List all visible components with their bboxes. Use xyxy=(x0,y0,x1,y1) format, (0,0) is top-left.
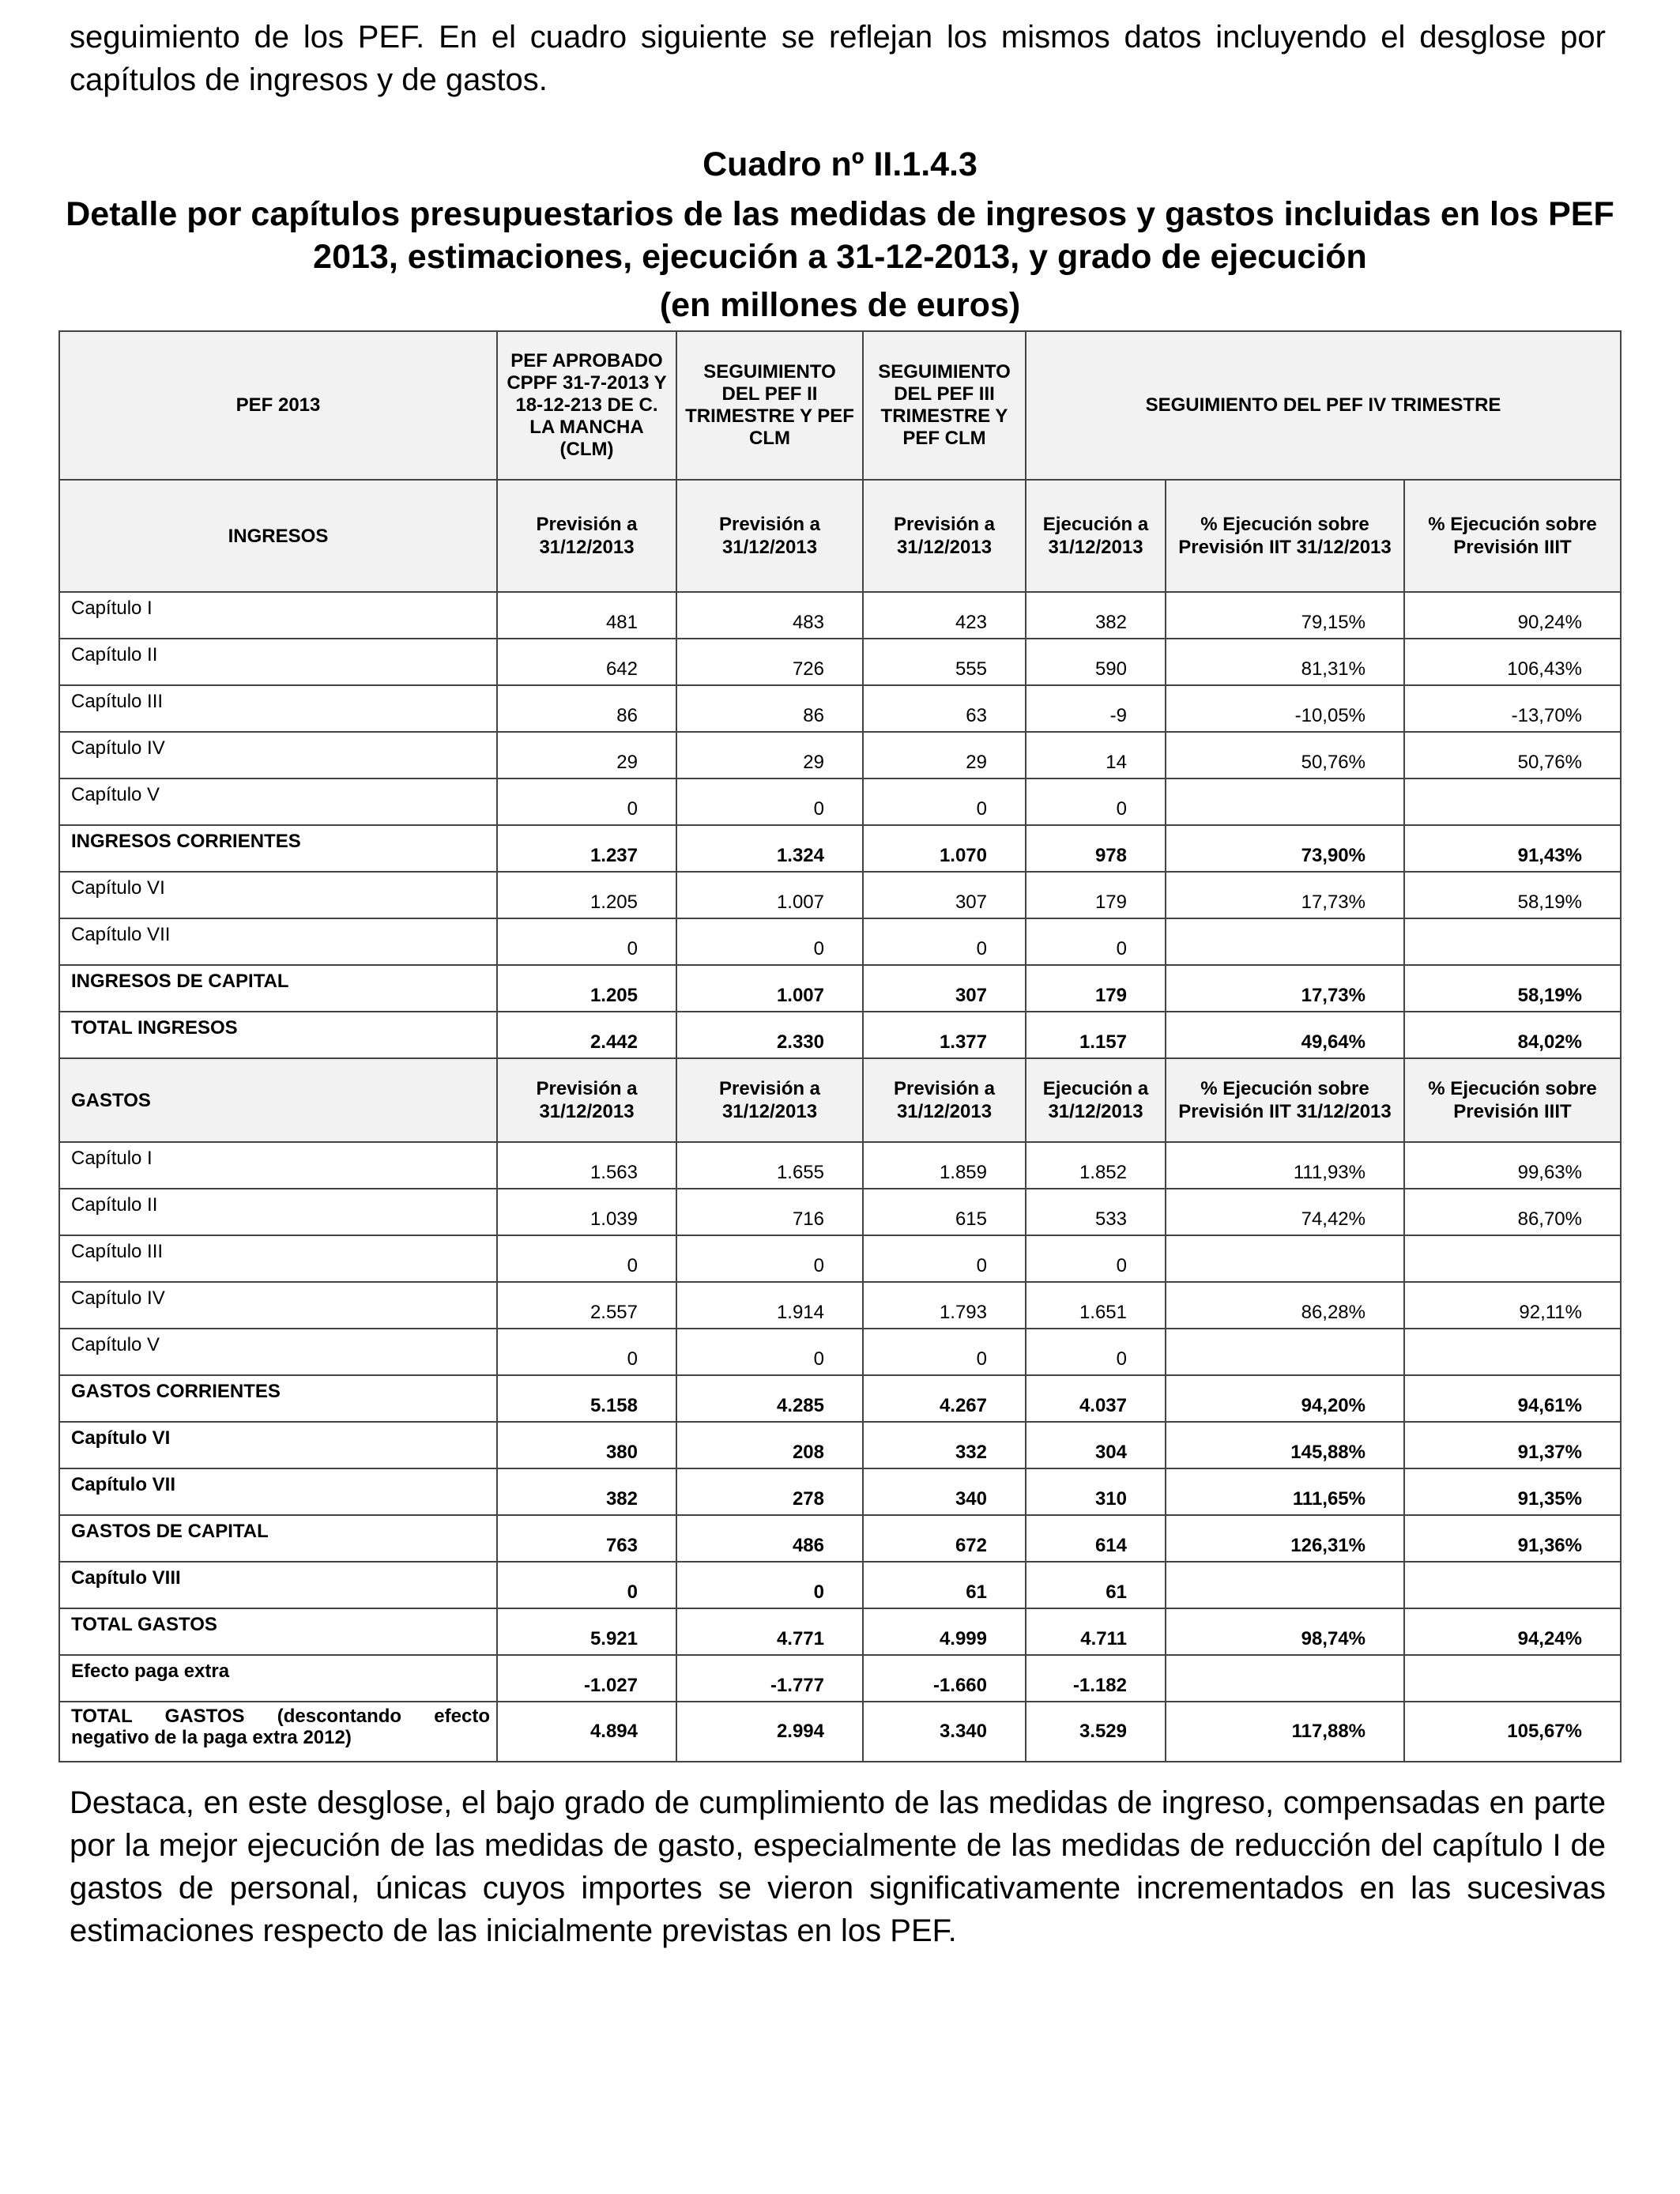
row-value: 105,67% xyxy=(1404,1702,1621,1762)
row-value: 1.324 xyxy=(676,825,863,872)
row-label: GASTOS CORRIENTES xyxy=(59,1375,497,1422)
row-value: 50,76% xyxy=(1166,732,1404,778)
row-value: 1.563 xyxy=(497,1142,676,1189)
row-value: 29 xyxy=(676,732,863,778)
row-value: 4.037 xyxy=(1026,1375,1166,1422)
row-value xyxy=(1404,1655,1621,1702)
row-value: 1.651 xyxy=(1026,1282,1166,1329)
row-value: 533 xyxy=(1026,1189,1166,1235)
row-value: 614 xyxy=(1026,1515,1166,1562)
table-row xyxy=(59,1515,1621,1562)
row-value: 179 xyxy=(1026,965,1166,1012)
row-value: 73,90% xyxy=(1166,825,1404,872)
row-label: Capítulo IV xyxy=(59,732,497,778)
row-value: 98,74% xyxy=(1166,1608,1404,1655)
row-value: 763 xyxy=(497,1515,676,1562)
gastos-header-row xyxy=(59,1058,1621,1142)
row-value: 0 xyxy=(676,1329,863,1375)
row-value: 5.158 xyxy=(497,1375,676,1422)
row-value: 4.771 xyxy=(676,1608,863,1655)
table-row xyxy=(59,1012,1621,1058)
row-value: 63 xyxy=(863,685,1026,732)
table-row xyxy=(59,1468,1621,1515)
row-value: -13,70% xyxy=(1404,685,1621,732)
row-value: 3.340 xyxy=(863,1702,1026,1762)
row-label: Capítulo VII xyxy=(59,1468,497,1515)
table-number: Cuadro nº II.1.4.3 xyxy=(703,145,977,183)
gastos-prev1: Previsión a 31/12/2013 xyxy=(497,1058,676,1142)
table-row xyxy=(59,1562,1621,1608)
row-value: 978 xyxy=(1026,825,1166,872)
row-value: 2.994 xyxy=(676,1702,863,1762)
row-label: Capítulo III xyxy=(59,685,497,732)
row-value: 111,65% xyxy=(1166,1468,1404,1515)
budget-detail-table xyxy=(58,330,1622,1762)
row-value: 91,37% xyxy=(1404,1422,1621,1468)
row-value: 91,43% xyxy=(1404,825,1621,872)
row-value: 91,35% xyxy=(1404,1468,1621,1515)
row-label: Capítulo III xyxy=(59,1235,497,1282)
table-row xyxy=(59,685,1621,732)
row-value: 304 xyxy=(1026,1422,1166,1468)
row-value: 106,43% xyxy=(1404,639,1621,685)
row-value: 0 xyxy=(497,1235,676,1282)
row-value: 94,61% xyxy=(1404,1375,1621,1422)
table-row xyxy=(59,778,1621,825)
ingresos-prev3: Previsión a 31/12/2013 xyxy=(863,480,1026,592)
row-value: 126,31% xyxy=(1166,1515,1404,1562)
row-value: 307 xyxy=(863,872,1026,918)
row-value: 672 xyxy=(863,1515,1026,1562)
row-label: Capítulo IV xyxy=(59,1282,497,1329)
row-value: 49,64% xyxy=(1166,1012,1404,1058)
ingresos-prev2: Previsión a 31/12/2013 xyxy=(676,480,863,592)
row-value: 481 xyxy=(497,592,676,639)
table-row xyxy=(59,1702,1621,1762)
row-value: 14 xyxy=(1026,732,1166,778)
row-value: 4.285 xyxy=(676,1375,863,1422)
row-value: 1.377 xyxy=(863,1012,1026,1058)
row-value: 307 xyxy=(863,965,1026,1012)
header-seguimiento-ii: SEGUIMIENTO DEL PEF II TRIMESTRE Y PEF CLM xyxy=(676,331,863,480)
row-value xyxy=(1166,1562,1404,1608)
row-value: 4.894 xyxy=(497,1702,676,1762)
table-row xyxy=(59,918,1621,965)
row-value xyxy=(1166,1329,1404,1375)
row-value: -10,05% xyxy=(1166,685,1404,732)
gastos-prev2: Previsión a 31/12/2013 xyxy=(676,1058,863,1142)
row-value: 90,24% xyxy=(1404,592,1621,639)
row-label: Capítulo I xyxy=(59,1142,497,1189)
row-value: -9 xyxy=(1026,685,1166,732)
header-pef-2013: PEF 2013 xyxy=(59,331,497,480)
row-value xyxy=(1404,918,1621,965)
row-value: 86,70% xyxy=(1404,1189,1621,1235)
row-value: 0 xyxy=(497,1562,676,1608)
row-value: 17,73% xyxy=(1166,965,1404,1012)
closing-paragraph: Destaca, en este desglose, el bajo grado de cumplimiento de las medidas de ingreso, compensadas en parte por la mejor ejecución de las medidas de gasto, especialmente de las medidas de reducción del capítulo I de gastos de personal, únicas cuyos importes se vieron significativamente incrementados en las sucesivas estimaciones respecto de las inicialmente previstas en los PEF. xyxy=(70,1785,1606,1948)
row-label: Capítulo I xyxy=(59,592,497,639)
row-value: -1.777 xyxy=(676,1655,863,1702)
row-value: 74,42% xyxy=(1166,1189,1404,1235)
row-value: 332 xyxy=(863,1422,1026,1468)
row-value: 340 xyxy=(863,1468,1026,1515)
row-value xyxy=(1166,1235,1404,1282)
row-value: 716 xyxy=(676,1189,863,1235)
table-row xyxy=(59,1142,1621,1189)
ingresos-header-row xyxy=(59,480,1621,592)
row-value: 1.205 xyxy=(497,872,676,918)
row-value: 555 xyxy=(863,639,1026,685)
row-value: 4.999 xyxy=(863,1608,1026,1655)
row-value: 382 xyxy=(497,1468,676,1515)
row-value: 179 xyxy=(1026,872,1166,918)
row-value: 58,19% xyxy=(1404,872,1621,918)
row-value: 91,36% xyxy=(1404,1515,1621,1562)
row-value: 86 xyxy=(497,685,676,732)
header-pef-aprobado: PEF APROBADO CPPF 31-7-2013 Y 18-12-213 DE C. LA MANCHA (CLM) xyxy=(497,331,676,480)
row-value: 1.237 xyxy=(497,825,676,872)
table-units: (en millones de euros) xyxy=(659,286,1021,324)
table-row xyxy=(59,825,1621,872)
row-value: 0 xyxy=(1026,778,1166,825)
table-row xyxy=(59,639,1621,685)
row-value: 0 xyxy=(497,778,676,825)
row-value: 0 xyxy=(1026,1329,1166,1375)
row-value: 1.852 xyxy=(1026,1142,1166,1189)
row-value xyxy=(1166,1655,1404,1702)
row-label: Capítulo V xyxy=(59,1329,497,1375)
table-row xyxy=(59,872,1621,918)
header-seguimiento-iv: SEGUIMIENTO DEL PEF IV TRIMESTRE xyxy=(1026,331,1621,480)
row-value: 61 xyxy=(863,1562,1026,1608)
row-value: -1.660 xyxy=(863,1655,1026,1702)
table-header-row xyxy=(59,331,1621,480)
row-value: 61 xyxy=(1026,1562,1166,1608)
row-label: Efecto paga extra xyxy=(59,1655,497,1702)
row-value: 1.205 xyxy=(497,965,676,1012)
table-row xyxy=(59,1282,1621,1329)
row-value: 5.921 xyxy=(497,1608,676,1655)
row-label: INGRESOS DE CAPITAL xyxy=(59,965,497,1012)
row-value: 0 xyxy=(676,1235,863,1282)
table-row xyxy=(59,1608,1621,1655)
row-value: 1.070 xyxy=(863,825,1026,872)
row-label: Capítulo V xyxy=(59,778,497,825)
row-value: 94,24% xyxy=(1404,1608,1621,1655)
row-value: 1.859 xyxy=(863,1142,1026,1189)
row-value: 2.557 xyxy=(497,1282,676,1329)
row-value: 0 xyxy=(863,778,1026,825)
row-label: TOTAL GASTOS xyxy=(59,1608,497,1655)
row-value: 3.529 xyxy=(1026,1702,1166,1762)
intro-paragraph: seguimiento de los PEF. En el cuadro siguiente se reflejan los mismos datos incluyendo el desglose por capítulos de ingresos y de gastos. xyxy=(70,20,1606,97)
table-row xyxy=(59,1375,1621,1422)
row-value: 86,28% xyxy=(1166,1282,1404,1329)
ingresos-pct-iiit: % Ejecución sobre Previsión IIIT xyxy=(1404,480,1621,592)
ingresos-prev1: Previsión a 31/12/2013 xyxy=(497,480,676,592)
row-value: 1.914 xyxy=(676,1282,863,1329)
row-value xyxy=(1166,778,1404,825)
row-value: 117,88% xyxy=(1166,1702,1404,1762)
gastos-ejec: Ejecución a 31/12/2013 xyxy=(1026,1058,1166,1142)
row-value: 2.442 xyxy=(497,1012,676,1058)
table-row xyxy=(59,1235,1621,1282)
row-value: 0 xyxy=(497,1329,676,1375)
table-row xyxy=(59,592,1621,639)
row-value xyxy=(1404,1562,1621,1608)
row-label: Capítulo VI xyxy=(59,872,497,918)
ingresos-label: INGRESOS xyxy=(59,480,497,592)
table-row xyxy=(59,1329,1621,1375)
row-value: 0 xyxy=(497,918,676,965)
row-label: Capítulo VI xyxy=(59,1422,497,1468)
row-value: 0 xyxy=(1026,918,1166,965)
row-label: TOTAL GASTOS (descontando efecto negativo de la paga extra 2012) xyxy=(59,1702,497,1762)
row-value: 4.711 xyxy=(1026,1608,1166,1655)
row-value: 1.655 xyxy=(676,1142,863,1189)
row-value: 94,20% xyxy=(1166,1375,1404,1422)
header-seguimiento-iii: SEGUIMIENTO DEL PEF III TRIMESTRE Y PEF CLM xyxy=(863,331,1026,480)
row-label: Capítulo II xyxy=(59,639,497,685)
row-value: 111,93% xyxy=(1166,1142,1404,1189)
row-value: 1.007 xyxy=(676,965,863,1012)
row-value: 615 xyxy=(863,1189,1026,1235)
row-value: 86 xyxy=(676,685,863,732)
row-value: 726 xyxy=(676,639,863,685)
row-value: 1.039 xyxy=(497,1189,676,1235)
row-value: 310 xyxy=(1026,1468,1166,1515)
row-value: 79,15% xyxy=(1166,592,1404,639)
gastos-pct-iit: % Ejecución sobre Previsión IIT 31/12/2013 xyxy=(1166,1058,1404,1142)
row-value: 84,02% xyxy=(1404,1012,1621,1058)
row-value: 145,88% xyxy=(1166,1422,1404,1468)
row-value: 29 xyxy=(497,732,676,778)
table-row xyxy=(59,1189,1621,1235)
row-value: 208 xyxy=(676,1422,863,1468)
gastos-prev3: Previsión a 31/12/2013 xyxy=(863,1058,1026,1142)
table-row xyxy=(59,965,1621,1012)
row-value: -1.182 xyxy=(1026,1655,1166,1702)
row-label: INGRESOS CORRIENTES xyxy=(59,825,497,872)
table-row xyxy=(59,732,1621,778)
row-value: 0 xyxy=(863,1235,1026,1282)
row-value: 17,73% xyxy=(1166,872,1404,918)
row-value: 642 xyxy=(497,639,676,685)
table-row xyxy=(59,1655,1621,1702)
row-value: -1.027 xyxy=(497,1655,676,1702)
row-value: 0 xyxy=(863,918,1026,965)
row-value: 1.793 xyxy=(863,1282,1026,1329)
row-value: 382 xyxy=(1026,592,1166,639)
row-value: 483 xyxy=(676,592,863,639)
row-value: 0 xyxy=(676,778,863,825)
row-value: 4.267 xyxy=(863,1375,1026,1422)
ingresos-ejec: Ejecución a 31/12/2013 xyxy=(1026,480,1166,592)
row-value xyxy=(1404,778,1621,825)
row-value: 58,19% xyxy=(1404,965,1621,1012)
table-title: Detalle por capítulos presupuestarios de las medidas de ingresos y gastos incluidas en los PEF 2013, estimaciones, ejecución a 31-12-2013, y grado de ejecución xyxy=(66,195,1614,276)
row-value: 99,63% xyxy=(1404,1142,1621,1189)
row-value: 1.007 xyxy=(676,872,863,918)
row-value: 81,31% xyxy=(1166,639,1404,685)
row-label: GASTOS DE CAPITAL xyxy=(59,1515,497,1562)
row-label: Capítulo VII xyxy=(59,918,497,965)
row-value: 92,11% xyxy=(1404,1282,1621,1329)
row-value: 486 xyxy=(676,1515,863,1562)
row-label: Capítulo II xyxy=(59,1189,497,1235)
ingresos-pct-iit: % Ejecución sobre Previsión IIT 31/12/2013 xyxy=(1166,480,1404,592)
row-value: 423 xyxy=(863,592,1026,639)
row-value: 380 xyxy=(497,1422,676,1468)
row-value xyxy=(1404,1235,1621,1282)
row-value: 0 xyxy=(676,918,863,965)
row-value xyxy=(1404,1329,1621,1375)
row-value: 590 xyxy=(1026,639,1166,685)
row-value: 50,76% xyxy=(1404,732,1621,778)
row-value: 2.330 xyxy=(676,1012,863,1058)
row-label: Capítulo VIII xyxy=(59,1562,497,1608)
row-value: 0 xyxy=(676,1562,863,1608)
gastos-label: GASTOS xyxy=(59,1058,497,1142)
row-value: 0 xyxy=(863,1329,1026,1375)
gastos-pct-iiit: % Ejecución sobre Previsión IIIT xyxy=(1404,1058,1621,1142)
row-value: 1.157 xyxy=(1026,1012,1166,1058)
row-value: 29 xyxy=(863,732,1026,778)
row-value: 0 xyxy=(1026,1235,1166,1282)
row-value: 278 xyxy=(676,1468,863,1515)
row-value xyxy=(1166,918,1404,965)
table-row xyxy=(59,1422,1621,1468)
row-label: TOTAL INGRESOS xyxy=(59,1012,497,1058)
